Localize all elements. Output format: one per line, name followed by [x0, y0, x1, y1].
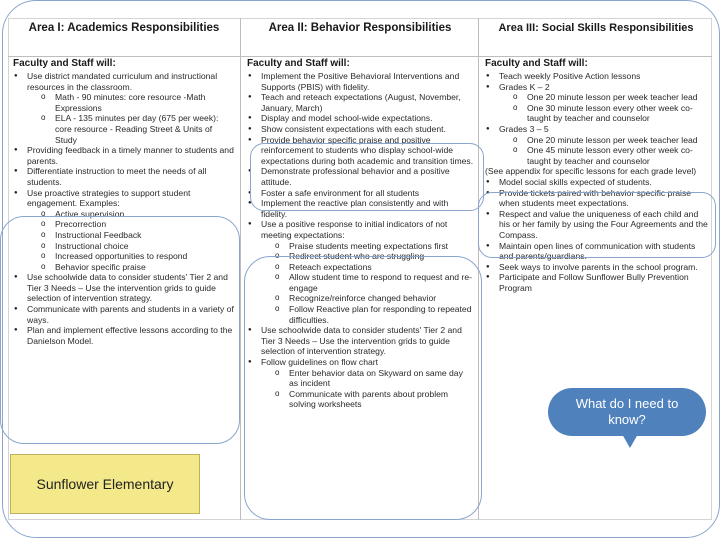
list-item [485, 272, 708, 293]
list-item-text: Seek ways to involve parents in the school program. [499, 261, 698, 272]
area-3-list-b [485, 177, 708, 294]
sub-list-item: o Math - 90 minutes: core resource -Math Expressions [41, 92, 236, 113]
sub-list-item: o Precorrection [41, 219, 236, 230]
sub-list-item: o Allow student time to respond to request and re-engage [275, 272, 474, 293]
list-item [13, 71, 236, 145]
sub-list [261, 368, 474, 410]
list-item-text: Demonstrate professional behavior and a positive attitude. [261, 166, 450, 187]
list-item-text: Use district mandated curriculum and instructional resources in the classroom. [27, 71, 218, 92]
sub-list [261, 241, 474, 326]
sub-list-item: o One 20 minute lesson per week teacher lead [513, 135, 708, 146]
sub-list-item: o Active supervision [41, 209, 236, 220]
list-item [247, 135, 474, 167]
list-item [247, 198, 474, 219]
sub-list-item: o One 20 minute lesson per week teacher lead [513, 92, 708, 103]
callout-tail [622, 434, 638, 448]
callout-bubble [548, 388, 706, 436]
sub-list [499, 92, 708, 124]
list-item-text: Respect and value the uniqueness of each child and his or her family by using the Four Agreements and the Compass. [499, 208, 708, 240]
list-item-text: Communicate with parents and students in a variety of ways. [27, 304, 234, 325]
sub-list-item: o Recognize/reinforce changed behavior [275, 293, 474, 304]
list-item-text: Maintain open lines of communication with students and parents/guardians. [499, 240, 696, 262]
list-item [485, 71, 708, 82]
list-item-text: Foster a safe environment for all students [261, 187, 420, 198]
list-item-text: Teach and reteach expectations (August, November, January, March) [261, 92, 461, 113]
list-item [485, 262, 708, 273]
area-2-list [247, 71, 474, 410]
sub-list-item: o Praise students meeting expectations first [275, 241, 474, 252]
area-1-column [8, 18, 240, 346]
sub-list-item: o Instructional choice [41, 241, 236, 252]
list-item-text: Use a positive response to initial indicators of not meeting expectations: [261, 219, 448, 240]
area-1-list [13, 71, 236, 346]
list-item [13, 166, 236, 187]
list-item-text: Grades K – 2 [499, 81, 550, 92]
list-item-text: Use schoolwide data to consider students' Tier 2 and Tier 3 Needs – Use the intervention grids to guide selection of intervention strategy. [27, 272, 228, 304]
sub-list-item: o ELA - 135 minutes per day (675 per week): core resource - Reading Street & Units of Study [41, 113, 236, 145]
area-1-subtitle: Faculty and Staff will: [13, 58, 116, 69]
list-item [13, 272, 236, 304]
list-item [247, 92, 474, 113]
sub-list-item: o Communicate with parents about problem solving worksheets [275, 389, 474, 410]
list-item-text: Display and model school-wide expectations. [261, 113, 433, 124]
sub-list [27, 92, 236, 145]
list-item [247, 71, 474, 92]
list-item-text: Use schoolwide data to consider students' Tier 2 and Tier 3 Needs – Use the intervention grids to guide selection of intervention strategy. [261, 325, 462, 357]
list-item [13, 145, 236, 166]
list-item [13, 304, 236, 325]
list-item [247, 124, 474, 135]
column-divider-1 [240, 18, 241, 520]
list-item [485, 188, 708, 209]
list-item [485, 177, 708, 188]
list-item-text: Follow guidelines on flow chart [261, 357, 379, 368]
sub-list-item: o Reteach expectations [275, 262, 474, 273]
list-item [247, 357, 474, 410]
sub-list [27, 209, 236, 273]
sub-list-item: o Instructional Feedback [41, 230, 236, 241]
area-2-title: Area II: Behavior Responsibilities [268, 22, 452, 34]
sub-list-item: o Increased opportunities to respond [41, 251, 236, 262]
sub-list-item: o One 30 minute lesson every other week co-taught by teacher and counselor [513, 103, 708, 124]
school-name-tab [10, 454, 200, 514]
list-item [247, 188, 474, 199]
callout-text: What do I need to know? [575, 396, 679, 427]
area-1-title: Area I: Academics Responsibilities [28, 22, 220, 34]
area-2-column [242, 18, 478, 410]
list-item [247, 166, 474, 187]
school-name-text: Sunflower Elementary [36, 476, 174, 492]
list-item-text: Plan and implement effective lessons according to the Danielson Model. [27, 325, 233, 346]
area-3-subtitle: Faculty and Staff will: [485, 58, 588, 69]
list-item-text: Show consistent expectations with each student. [261, 123, 446, 134]
list-item [247, 113, 474, 124]
list-item-text: Implement the Positive Behavioral Interventions and Supports (PBIS) with fidelity. [261, 71, 460, 92]
list-item [485, 124, 708, 166]
area-3-column [480, 18, 712, 293]
sub-list-item: o One 45 minute lesson every other week co-taught by teacher and counselor [513, 145, 708, 166]
area-3-list-a [485, 71, 708, 166]
list-item [247, 219, 474, 325]
list-item-text: Model social skills expected of students. [499, 176, 652, 187]
area-3-title: Area III: Social Skills Responsibilities [498, 22, 694, 34]
column-divider-2 [478, 18, 479, 520]
list-item-text: Implement the reactive plan consistently and with fidelity. [261, 198, 449, 219]
list-item-text: Grades 3 – 5 [499, 123, 549, 134]
list-item [485, 82, 708, 124]
list-item-text: Provide tickets paired with behavior specific praise when students meet expectations. [499, 187, 692, 209]
list-item [485, 209, 708, 241]
list-item [13, 325, 236, 346]
list-item [485, 241, 708, 262]
area-3-note: (See appendix for specific lessons for each grade level) [485, 166, 697, 177]
area-2-subtitle: Faculty and Staff will: [247, 58, 350, 69]
list-item-text: Participate and Follow Sunflower Bully Prevention Program [499, 272, 689, 293]
list-item [13, 188, 236, 273]
list-item-text: Differentiate instruction to meet the needs of all students. [27, 166, 207, 187]
sub-list [499, 135, 708, 167]
sub-list-item: o Follow Reactive plan for responding to repeated difficulties. [275, 304, 474, 325]
sub-list-item: o Enter behavior data on Skyward on same day as incident [275, 368, 474, 389]
sub-list-item: o Redirect student who are struggling [275, 251, 474, 262]
list-item-text: Use proactive strategies to support student engagement. Examples: [27, 187, 191, 209]
sub-list-item: o Behavior specific praise [41, 262, 236, 273]
list-item-text: Provide behavior specific praise and positive reinforcement to students who display school-wide expectations during both academic and transition times. [261, 134, 474, 166]
list-item [247, 325, 474, 357]
list-item-text: Providing feedback in a timely manner to students and parents. [27, 145, 234, 166]
list-item-text: Teach weekly Positive Action lessons [499, 71, 641, 81]
